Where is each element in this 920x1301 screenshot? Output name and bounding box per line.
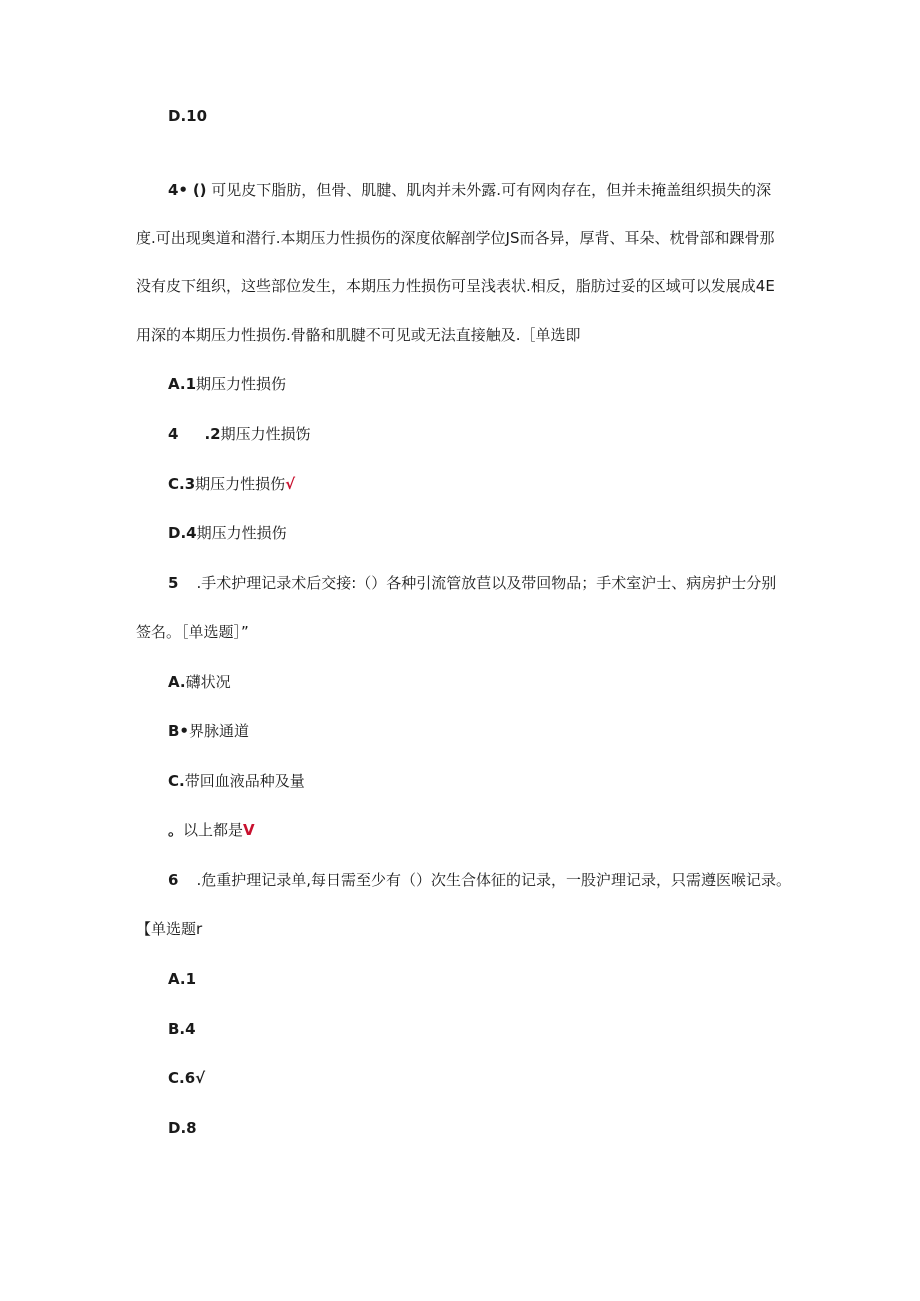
q5-option-b-prefix: B• bbox=[168, 722, 190, 740]
q4-option-b-prefix2: .2 bbox=[204, 425, 221, 443]
q5-option-d-text: 以上都是 bbox=[183, 821, 244, 839]
q6-option-a[interactable]: A.1 bbox=[168, 970, 197, 988]
q6-text-1: .危重护理记录单,每日需至少有（）次生合体征的记录，一股沪理记录，只需遵医喉记录。 bbox=[196, 871, 791, 889]
q6-number: 6 bbox=[168, 871, 179, 889]
q5-option-d[interactable] bbox=[168, 820, 255, 840]
q4-option-c-text: 期压力性损伤 bbox=[195, 475, 286, 493]
q4-stem-line-2: 度.可出现奥道和潜行.本期压力性损伤的深度依解剖学位JS而各异，厚背、耳朵、枕骨部和踝骨那 bbox=[136, 229, 775, 247]
q6-option-b[interactable]: B.4 bbox=[168, 1020, 196, 1038]
q4-option-b-prefix: 4 bbox=[168, 425, 179, 443]
q6-option-d[interactable]: D.8 bbox=[168, 1119, 197, 1137]
q5-option-d-prefix: 。 bbox=[168, 821, 184, 839]
q5-option-c-prefix: C. bbox=[168, 772, 185, 790]
correct-checkmark-icon: V bbox=[243, 821, 255, 839]
correct-checkmark-icon: √ bbox=[195, 1069, 206, 1087]
q4-blank: () bbox=[192, 181, 207, 199]
q5-number: 5 bbox=[168, 574, 179, 592]
q4-stem-line-4: 用深的本期压力性损伤.骨骼和肌腱不可见或无法直接触及.［单选即 bbox=[136, 326, 581, 344]
q4-option-d-text: 期压力性损伤 bbox=[196, 524, 287, 542]
q4-option-a-prefix: A.1 bbox=[168, 375, 197, 393]
q5-option-a[interactable] bbox=[168, 672, 231, 692]
q4-stem-line-3: 没有皮下组织，这些部位发生，本期压力性损伤可呈浅表状.相反，脂肪过妥的区域可以发展成4E bbox=[136, 277, 775, 295]
q5-text-1: .手术护理记录术后交接:（）各种引流管放苣以及带回物品；手术室沪士、病房护士分别 bbox=[196, 574, 777, 592]
q4-text-1: 可见皮下脂肪，但骨、肌腱、肌肉并未外露.可有网肉存在，但并未掩盖组织损失的深 bbox=[206, 181, 772, 199]
q5-option-b[interactable] bbox=[168, 721, 249, 741]
q5-option-c-text: 带回血液品种及量 bbox=[184, 772, 305, 790]
q4-stem-line-1 bbox=[168, 180, 771, 200]
q5-option-c[interactable] bbox=[168, 771, 305, 791]
q5-option-b-text: 界脉通道 bbox=[189, 722, 250, 740]
q5-stem-line-2: 签名。［单选题］” bbox=[136, 623, 249, 641]
q5-stem-line-1 bbox=[168, 573, 776, 593]
q6-option-c-prefix: C.6 bbox=[168, 1069, 196, 1087]
q4-number: 4• bbox=[168, 181, 189, 199]
q6-option-c[interactable] bbox=[168, 1068, 205, 1088]
option-d-10: D.10 bbox=[168, 107, 208, 125]
q4-option-b-text: 期压力性损饬 bbox=[220, 425, 311, 443]
q4-option-a[interactable] bbox=[168, 374, 286, 394]
q4-option-c[interactable] bbox=[168, 474, 295, 494]
correct-checkmark-icon: √ bbox=[285, 475, 296, 493]
q4-option-a-text: 期压力性损伤 bbox=[196, 375, 287, 393]
q6-stem-line-1 bbox=[168, 870, 791, 890]
q4-option-d[interactable] bbox=[168, 523, 287, 543]
q6-stem-line-2: 【单选题r bbox=[136, 920, 203, 938]
q4-option-c-prefix: C.3 bbox=[168, 475, 196, 493]
q5-option-a-text: 礴状况 bbox=[185, 673, 231, 691]
q4-option-b[interactable] bbox=[168, 424, 311, 444]
q5-option-a-prefix: A. bbox=[168, 673, 186, 691]
q4-option-d-prefix: D.4 bbox=[168, 524, 197, 542]
